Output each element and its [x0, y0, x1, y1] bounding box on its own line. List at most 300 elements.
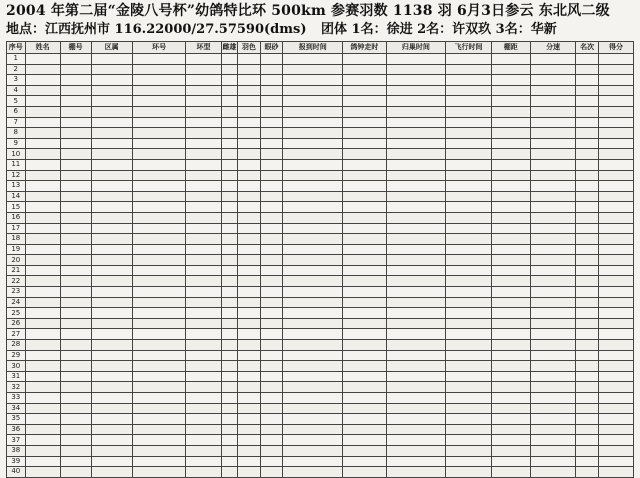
table-cell — [60, 424, 91, 435]
table-cell — [446, 318, 491, 329]
table-cell — [446, 371, 491, 382]
table-cell — [186, 467, 221, 478]
table-cell — [60, 382, 91, 393]
table-cell — [283, 212, 343, 223]
table-cell — [576, 64, 599, 75]
column-header: 飞行时间 — [446, 42, 491, 54]
table-cell — [446, 244, 491, 255]
table-cell — [598, 414, 633, 425]
table-cell — [91, 382, 132, 393]
table-cell — [132, 424, 186, 435]
table-cell — [491, 149, 530, 160]
table-cell — [343, 128, 386, 139]
table-cell — [598, 382, 633, 393]
table-cell — [91, 361, 132, 372]
document-title: 2004 年第二届“金陵八号杯”幼鸽特比环 500km 参赛羽数 1138 羽 6月3日参云 东北风二级 — [6, 3, 610, 19]
table-cell — [446, 255, 491, 266]
table-cell — [386, 181, 446, 192]
table-cell — [386, 75, 446, 86]
table-cell — [491, 106, 530, 117]
table-cell — [91, 371, 132, 382]
table-cell — [386, 276, 446, 287]
table-cell — [260, 329, 283, 340]
table-cell — [343, 308, 386, 319]
table-cell — [530, 435, 575, 446]
table-cell — [491, 128, 530, 139]
table-cell — [132, 75, 186, 86]
table-cell — [91, 414, 132, 425]
table-cell — [25, 244, 60, 255]
table-cell — [260, 223, 283, 234]
table-row — [7, 75, 634, 86]
table-cell — [598, 435, 633, 446]
table-cell — [530, 456, 575, 467]
table-cell — [186, 456, 221, 467]
table-cell — [491, 350, 530, 361]
table-cell — [132, 371, 186, 382]
table-cell — [25, 382, 60, 393]
table-cell — [446, 382, 491, 393]
column-header: 雌雄 — [221, 42, 238, 54]
table-cell — [283, 467, 343, 478]
table-cell — [260, 382, 283, 393]
table-cell — [132, 308, 186, 319]
row-number-cell: 4 — [7, 85, 26, 96]
table-cell — [91, 170, 132, 181]
table-cell — [238, 212, 261, 223]
table-cell — [283, 234, 343, 245]
table-cell — [598, 361, 633, 372]
table-cell — [186, 308, 221, 319]
table-cell — [91, 318, 132, 329]
table-cell — [238, 393, 261, 404]
table-cell — [446, 445, 491, 456]
table-cell — [186, 64, 221, 75]
table-cell — [530, 414, 575, 425]
table-cell — [576, 265, 599, 276]
table-cell — [530, 212, 575, 223]
table-cell — [283, 255, 343, 266]
table-cell — [598, 234, 633, 245]
row-number-cell: 31 — [7, 371, 26, 382]
table-cell — [60, 456, 91, 467]
table-cell — [598, 202, 633, 213]
table-cell — [91, 149, 132, 160]
table-cell — [343, 202, 386, 213]
table-row — [7, 318, 634, 329]
table-cell — [446, 297, 491, 308]
table-cell — [530, 202, 575, 213]
table-cell — [238, 54, 261, 65]
table-cell — [491, 393, 530, 404]
table-cell — [283, 170, 343, 181]
table-cell — [491, 191, 530, 202]
table-cell — [91, 75, 132, 86]
table-cell — [132, 382, 186, 393]
table-cell — [186, 424, 221, 435]
table-cell — [60, 350, 91, 361]
table-cell — [186, 265, 221, 276]
table-cell — [25, 297, 60, 308]
table-cell — [260, 85, 283, 96]
column-header: 羽色 — [238, 42, 261, 54]
table-cell — [91, 393, 132, 404]
table-row — [7, 128, 634, 139]
row-number-cell: 10 — [7, 149, 26, 160]
column-header: 环型 — [186, 42, 221, 54]
table-cell — [386, 287, 446, 298]
row-number-cell: 12 — [7, 170, 26, 181]
table-cell — [343, 54, 386, 65]
row-number-cell: 36 — [7, 424, 26, 435]
table-cell — [186, 138, 221, 149]
table-cell — [446, 64, 491, 75]
table-cell — [221, 223, 238, 234]
table-cell — [60, 191, 91, 202]
table-cell — [343, 393, 386, 404]
table-row — [7, 191, 634, 202]
table-cell — [283, 445, 343, 456]
table-cell — [25, 435, 60, 446]
table-cell — [132, 159, 186, 170]
table-cell — [25, 403, 60, 414]
table-cell — [446, 265, 491, 276]
table-cell — [91, 445, 132, 456]
table-cell — [343, 85, 386, 96]
table-cell — [343, 223, 386, 234]
table-cell — [576, 382, 599, 393]
table-cell — [60, 128, 91, 139]
table-row — [7, 117, 634, 128]
table-cell — [91, 117, 132, 128]
table-cell — [25, 138, 60, 149]
table-row — [7, 170, 634, 181]
row-number-cell: 27 — [7, 329, 26, 340]
table-cell — [343, 340, 386, 351]
table-cell — [343, 75, 386, 86]
table-cell — [186, 276, 221, 287]
table-cell — [491, 382, 530, 393]
column-header: 报到时间 — [283, 42, 343, 54]
table-cell — [446, 340, 491, 351]
table-cell — [530, 138, 575, 149]
table-cell — [598, 350, 633, 361]
table-row — [7, 467, 634, 478]
table-cell — [91, 435, 132, 446]
table-cell — [446, 54, 491, 65]
table-cell — [132, 445, 186, 456]
table-cell — [283, 265, 343, 276]
table-cell — [132, 117, 186, 128]
table-cell — [91, 191, 132, 202]
table-cell — [186, 435, 221, 446]
table-cell — [446, 287, 491, 298]
table-cell — [446, 159, 491, 170]
table-cell — [221, 414, 238, 425]
table-cell — [25, 117, 60, 128]
table-cell — [283, 393, 343, 404]
table-cell — [186, 106, 221, 117]
table-cell — [283, 85, 343, 96]
table-cell — [91, 287, 132, 298]
table-cell — [343, 106, 386, 117]
row-number-cell: 21 — [7, 265, 26, 276]
table-cell — [343, 149, 386, 160]
team-winners-text: 团体 1名：徐进 2名：许双玖 3名：华新 — [321, 22, 557, 37]
table-row — [7, 340, 634, 351]
table-cell — [283, 117, 343, 128]
table-cell — [530, 159, 575, 170]
table-cell — [283, 287, 343, 298]
table-cell — [60, 467, 91, 478]
table-cell — [576, 128, 599, 139]
table-row — [7, 223, 634, 234]
table-cell — [576, 202, 599, 213]
table-cell — [283, 308, 343, 319]
table-cell — [491, 329, 530, 340]
table-cell — [25, 424, 60, 435]
row-number-cell: 19 — [7, 244, 26, 255]
table-cell — [25, 128, 60, 139]
table-cell — [260, 75, 283, 86]
table-cell — [386, 414, 446, 425]
table-cell — [260, 456, 283, 467]
table-cell — [343, 350, 386, 361]
table-cell — [132, 96, 186, 107]
table-cell — [283, 138, 343, 149]
table-cell — [132, 435, 186, 446]
table-cell — [576, 255, 599, 266]
table-cell — [343, 159, 386, 170]
table-cell — [238, 445, 261, 456]
table-cell — [221, 64, 238, 75]
table-cell — [221, 424, 238, 435]
table-cell — [91, 128, 132, 139]
table-cell — [186, 244, 221, 255]
table-cell — [260, 318, 283, 329]
table-row — [7, 414, 634, 425]
table-cell — [446, 212, 491, 223]
table-row — [7, 54, 634, 65]
table-cell — [238, 467, 261, 478]
table-cell — [221, 403, 238, 414]
table-cell — [576, 138, 599, 149]
table-row — [7, 181, 634, 192]
table-cell — [60, 106, 91, 117]
table-cell — [132, 64, 186, 75]
row-number-cell: 5 — [7, 96, 26, 107]
table-cell — [238, 414, 261, 425]
table-cell — [260, 255, 283, 266]
table-cell — [343, 424, 386, 435]
table-cell — [530, 181, 575, 192]
table-cell — [260, 403, 283, 414]
table-cell — [576, 96, 599, 107]
table-cell — [491, 297, 530, 308]
table-cell — [576, 361, 599, 372]
table-cell — [221, 85, 238, 96]
table-cell — [260, 287, 283, 298]
table-cell — [260, 138, 283, 149]
table-cell — [283, 403, 343, 414]
table-cell — [221, 202, 238, 213]
table-cell — [491, 96, 530, 107]
table-cell — [238, 350, 261, 361]
table-cell — [221, 181, 238, 192]
table-cell — [132, 234, 186, 245]
table-cell — [598, 149, 633, 160]
table-cell — [491, 138, 530, 149]
table-row — [7, 138, 634, 149]
table-cell — [221, 128, 238, 139]
table-cell — [283, 424, 343, 435]
table-cell — [132, 128, 186, 139]
table-cell — [343, 191, 386, 202]
row-number-cell: 40 — [7, 467, 26, 478]
table-cell — [598, 424, 633, 435]
table-cell — [186, 393, 221, 404]
table-cell — [530, 350, 575, 361]
table-cell — [576, 191, 599, 202]
table-cell — [238, 85, 261, 96]
table-row — [7, 424, 634, 435]
table-cell — [491, 424, 530, 435]
table-cell — [132, 414, 186, 425]
table-cell — [386, 265, 446, 276]
table-cell — [530, 318, 575, 329]
table-cell — [343, 435, 386, 446]
table-cell — [186, 297, 221, 308]
table-cell — [343, 96, 386, 107]
row-number-cell: 15 — [7, 202, 26, 213]
table-cell — [132, 202, 186, 213]
table-cell — [491, 202, 530, 213]
table-cell — [186, 329, 221, 340]
table-cell — [238, 308, 261, 319]
table-cell — [576, 340, 599, 351]
table-cell — [598, 117, 633, 128]
table-cell — [283, 96, 343, 107]
table-cell — [186, 117, 221, 128]
table-cell — [60, 445, 91, 456]
table-cell — [238, 456, 261, 467]
table-cell — [91, 85, 132, 96]
table-cell — [221, 276, 238, 287]
table-row — [7, 202, 634, 213]
table-cell — [386, 117, 446, 128]
table-cell — [221, 467, 238, 478]
table-cell — [491, 117, 530, 128]
table-cell — [491, 234, 530, 245]
table-cell — [491, 276, 530, 287]
table-row — [7, 85, 634, 96]
table-cell — [530, 117, 575, 128]
table-cell — [283, 276, 343, 287]
table-cell — [260, 276, 283, 287]
table-cell — [260, 212, 283, 223]
table-cell — [60, 117, 91, 128]
column-header: 归巢时间 — [386, 42, 446, 54]
table-cell — [132, 318, 186, 329]
table-cell — [491, 340, 530, 351]
table-cell — [186, 445, 221, 456]
table-cell — [491, 170, 530, 181]
table-cell — [186, 287, 221, 298]
table-cell — [91, 255, 132, 266]
table-cell — [238, 435, 261, 446]
table-cell — [283, 371, 343, 382]
row-number-cell: 23 — [7, 287, 26, 298]
table-cell — [91, 181, 132, 192]
table-cell — [91, 96, 132, 107]
table-cell — [598, 212, 633, 223]
table-cell — [283, 244, 343, 255]
table-cell — [598, 403, 633, 414]
table-cell — [598, 96, 633, 107]
table-cell — [186, 128, 221, 139]
table-cell — [60, 96, 91, 107]
table-cell — [576, 308, 599, 319]
table-cell — [132, 361, 186, 372]
table-cell — [260, 159, 283, 170]
table-cell — [446, 106, 491, 117]
table-cell — [491, 159, 530, 170]
row-number-cell: 14 — [7, 191, 26, 202]
table-cell — [221, 382, 238, 393]
table-cell — [25, 202, 60, 213]
table-cell — [598, 85, 633, 96]
table-cell — [25, 445, 60, 456]
table-cell — [343, 181, 386, 192]
table-cell — [132, 265, 186, 276]
table-cell — [60, 54, 91, 65]
table-cell — [446, 393, 491, 404]
table-cell — [132, 170, 186, 181]
table-cell — [530, 393, 575, 404]
table-cell — [25, 54, 60, 65]
table-cell — [576, 456, 599, 467]
row-number-cell: 20 — [7, 255, 26, 266]
table-cell — [221, 255, 238, 266]
table-cell — [386, 382, 446, 393]
table-cell — [25, 329, 60, 340]
table-cell — [530, 234, 575, 245]
row-number-cell: 11 — [7, 159, 26, 170]
table-cell — [386, 424, 446, 435]
table-cell — [446, 191, 491, 202]
table-row — [7, 212, 634, 223]
table-cell — [386, 435, 446, 446]
table-cell — [598, 297, 633, 308]
column-header: 名次 — [576, 42, 599, 54]
table-cell — [491, 212, 530, 223]
table-cell — [186, 54, 221, 65]
row-number-cell: 25 — [7, 308, 26, 319]
table-cell — [25, 191, 60, 202]
table-cell — [491, 435, 530, 446]
table-cell — [132, 54, 186, 65]
table-cell — [221, 329, 238, 340]
table-cell — [530, 276, 575, 287]
table-cell — [60, 297, 91, 308]
table-cell — [238, 149, 261, 160]
table-cell — [386, 85, 446, 96]
column-header: 区属 — [91, 42, 132, 54]
table-cell — [260, 149, 283, 160]
table-cell — [221, 159, 238, 170]
table-cell — [386, 255, 446, 266]
table-cell — [60, 414, 91, 425]
